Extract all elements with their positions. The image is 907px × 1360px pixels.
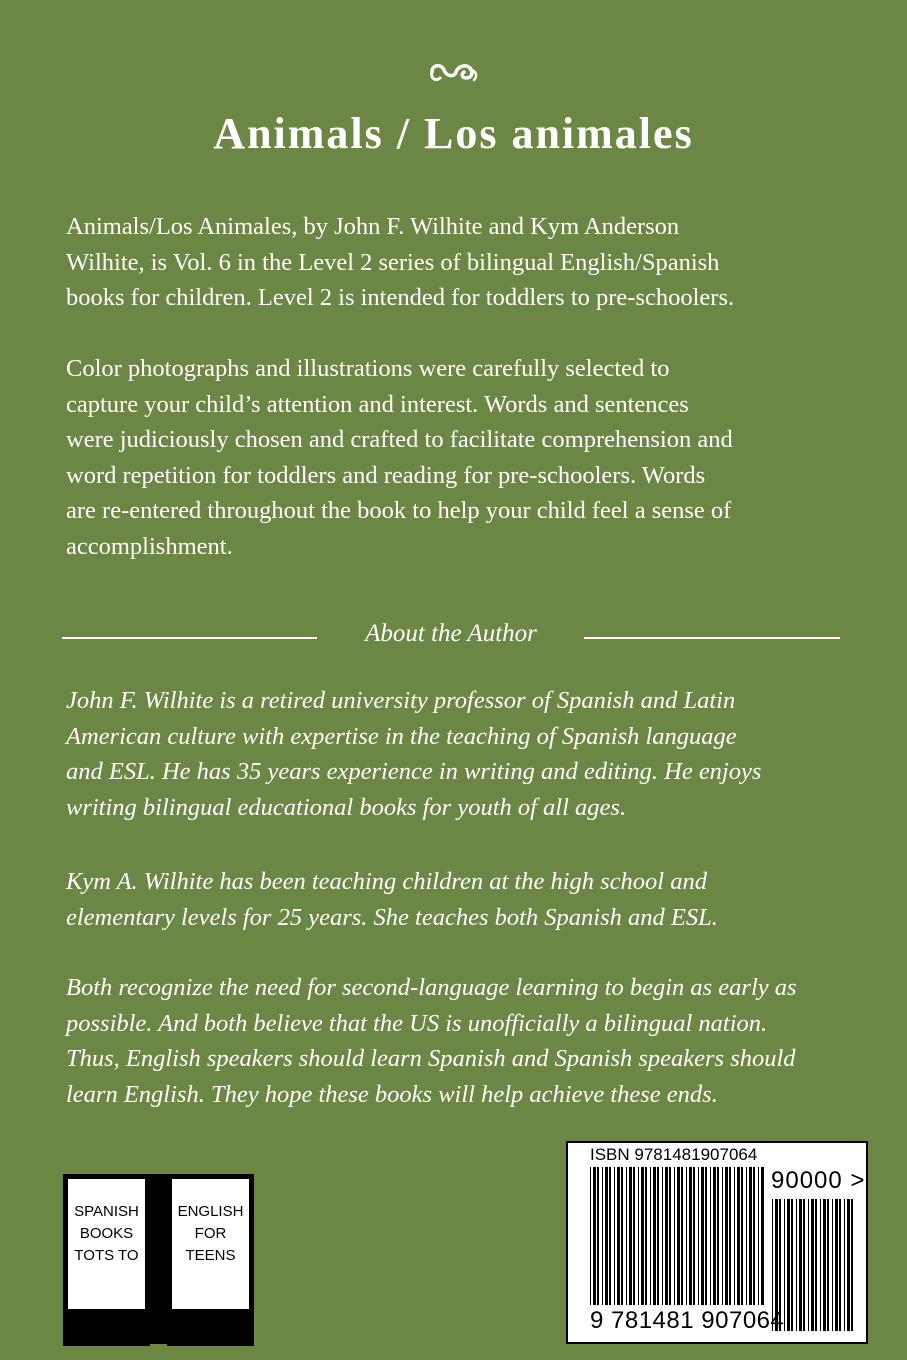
book-foot-right (167, 1320, 254, 1346)
barcode-bar (729, 1167, 731, 1305)
barcode-bar (811, 1199, 814, 1331)
about-author-heading: About the Author (365, 620, 537, 647)
book-foot-left (63, 1320, 150, 1346)
author-bio-kym (66, 864, 846, 935)
logo-text: TEENS (185, 1247, 236, 1264)
text-line: Both recognize the need for second-language learning to begin as early as (66, 974, 797, 1001)
publisher-logo (63, 1174, 254, 1349)
barcode-bar (741, 1167, 743, 1305)
author-bio-john (66, 683, 846, 825)
barcode-bar (839, 1199, 841, 1331)
text-line: were judiciously chosen and crafted to facilitate comprehension and (66, 426, 733, 453)
barcode-bar (633, 1167, 635, 1305)
barcode-bar (629, 1167, 632, 1305)
barcode-bar (593, 1167, 596, 1305)
description-paragraph-1 (66, 209, 846, 316)
about-author-divider (62, 620, 840, 656)
text-line: elementary levels for 25 years. She teaches both Spanish and ESL. (66, 903, 718, 931)
barcode-bar (791, 1199, 793, 1331)
barcode-bar (815, 1199, 817, 1331)
barcode-bar (597, 1167, 599, 1305)
barcode-bar (621, 1167, 623, 1305)
barcode-bar (674, 1167, 675, 1305)
barcode-bar (602, 1167, 603, 1305)
text-line: learn English. They hope these books will help achieve these ends. (66, 1080, 718, 1108)
barcode-bar (650, 1167, 651, 1305)
barcode-digits: 9 781481 907064 (590, 1307, 785, 1334)
barcode-bar (605, 1167, 608, 1305)
barcode-bar (753, 1167, 755, 1305)
barcode-bar (677, 1167, 680, 1305)
text-line: accomplishment. (66, 532, 233, 560)
swash-ornament-icon (0, 58, 907, 88)
logo-left-page (63, 1174, 150, 1314)
barcode-bar (803, 1199, 805, 1331)
barcode-bar (722, 1167, 723, 1305)
text-line: Wilhite, is Vol. 6 in the Level 2 series of bilingual English/Spanish (66, 248, 720, 276)
barcode-bar (641, 1167, 644, 1305)
barcode-bar (835, 1199, 838, 1331)
text-line: Thus, English speakers should learn Spanish and Spanish speakers should (66, 1045, 796, 1072)
barcode-bar (626, 1167, 627, 1305)
barcode-bar (820, 1199, 821, 1331)
barcode-bar (761, 1167, 764, 1305)
book-title: Animals / Los animales (213, 109, 694, 158)
barcode-bar (737, 1167, 740, 1305)
text-line: John F. Wilhite is a retired university professor of Spanish and Latin (66, 687, 736, 714)
barcode-bar (705, 1167, 707, 1305)
logo-text: SPANISH (74, 1203, 139, 1220)
barcode-bar (645, 1167, 647, 1305)
logo-text: FOR (194, 1225, 227, 1242)
barcode-bar (662, 1167, 663, 1305)
text-line: American culture with expertise in the teaching of Spanish language (66, 722, 737, 750)
authors-belief-paragraph (66, 970, 846, 1112)
barcode-bar (710, 1167, 711, 1305)
text-line: and ESL. He has 35 years experience in writing and editing. He enjoys (66, 758, 762, 785)
isbn-barcode (566, 1141, 868, 1344)
logo-text: ENGLISH (177, 1203, 244, 1220)
barcode-bar (686, 1167, 687, 1305)
barcode-bar (681, 1167, 683, 1305)
barcode-bar (698, 1167, 699, 1305)
text-line: possible. And both believe that the US is unofficially a bilingual nation. (66, 1009, 768, 1037)
barcode-bar (657, 1167, 659, 1305)
barcode-bar (827, 1199, 829, 1331)
text-line: Animals/Los Animales, by John F. Wilhite and Kym Anderson (66, 213, 680, 240)
barcode-bar (851, 1199, 853, 1331)
barcode-bar (832, 1199, 833, 1331)
barcode-bar (689, 1167, 692, 1305)
barcode-bar (590, 1167, 591, 1305)
price-addon: 90000 > (771, 1167, 866, 1194)
barcode-bar (617, 1167, 620, 1305)
barcode-bar (614, 1167, 615, 1305)
barcode-bar (844, 1199, 845, 1331)
barcode-bar (638, 1167, 639, 1305)
barcode-bar (823, 1199, 826, 1331)
barcode-bar (749, 1167, 752, 1305)
barcode-bar (787, 1199, 790, 1331)
barcode-bar (669, 1167, 671, 1305)
logo-text: TOTS TO (74, 1247, 139, 1264)
text-line: books for children. Level 2 is intended for toddlers to pre-schoolers. (66, 284, 735, 311)
barcode-bar (693, 1167, 695, 1305)
barcode-bar (799, 1199, 802, 1331)
barcode-bar (808, 1199, 809, 1331)
barcode-bar (847, 1199, 850, 1331)
barcode-bar (734, 1167, 735, 1305)
description-paragraph-2 (66, 351, 846, 564)
logo-right-page (167, 1174, 254, 1314)
divider-rule-right (584, 637, 840, 639)
barcode-bar (758, 1167, 759, 1305)
barcode-bar (725, 1167, 728, 1305)
text-line: are re-entered throughout the book to help your child feel a sense of (66, 497, 732, 524)
barcode-bar (665, 1167, 668, 1305)
text-line: writing bilingual educational books for youth of all ages. (66, 793, 627, 821)
barcode-bar (796, 1199, 797, 1331)
text-line: Color photographs and illustrations were carefully selected to (66, 355, 670, 382)
barcode-bar (746, 1167, 747, 1305)
barcode-bar (717, 1167, 719, 1305)
text-line: word repetition for toddlers and reading for pre-schoolers. Words (66, 461, 706, 489)
barcode-bar (713, 1167, 716, 1305)
text-line: Kym A. Wilhite has been teaching children at the high school and (66, 868, 707, 895)
barcode-bar (653, 1167, 656, 1305)
isbn-label: ISBN 9781481907064 (590, 1145, 758, 1164)
barcode-bar (701, 1167, 704, 1305)
barcode-bar (609, 1167, 611, 1305)
logo-text: BOOKS (79, 1225, 134, 1242)
text-line: capture your child’s attention and interest. Words and sentences (66, 390, 689, 418)
